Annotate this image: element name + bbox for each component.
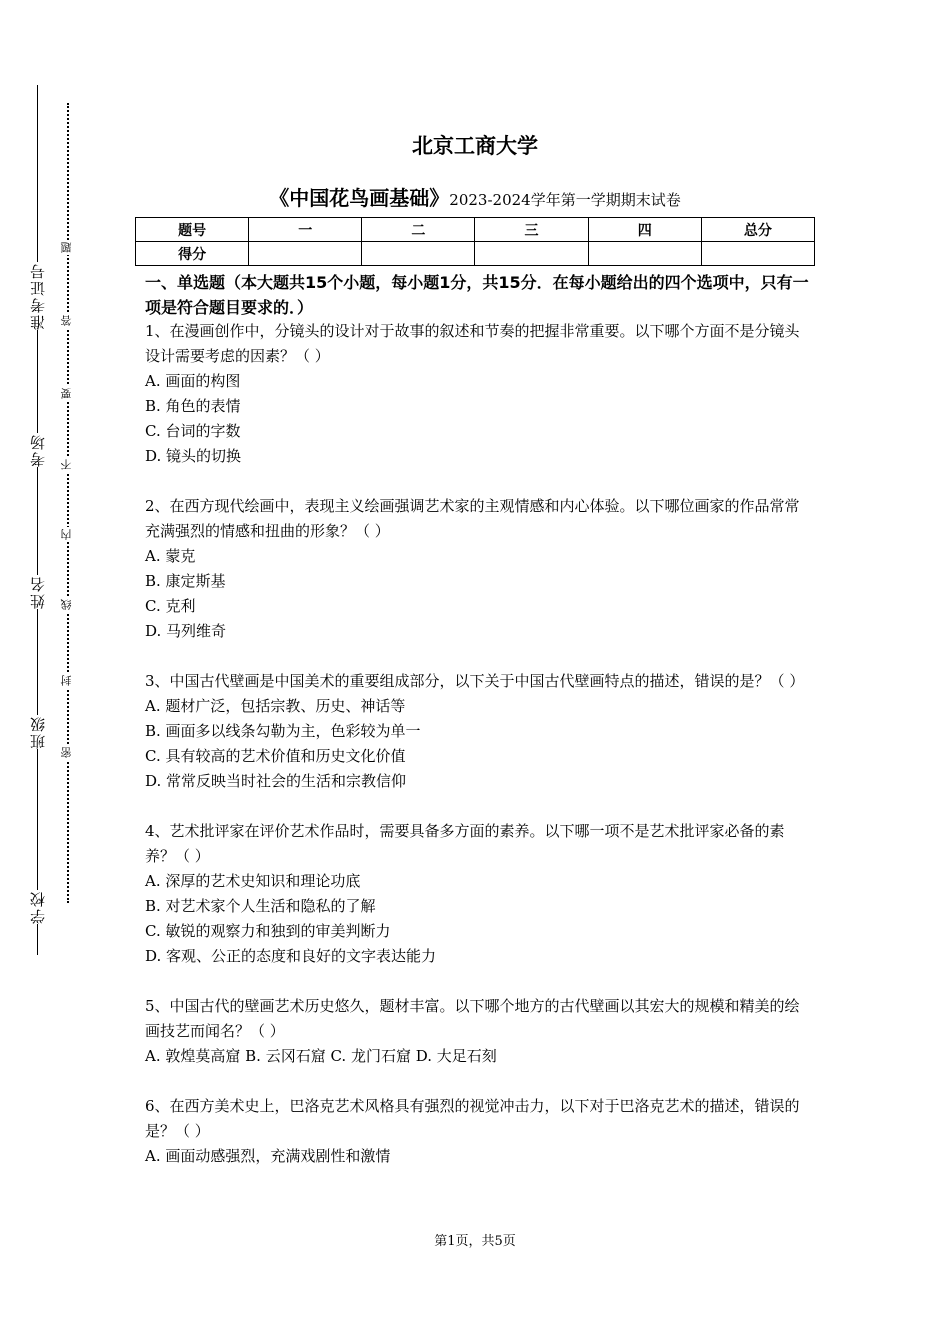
- exam-title: [145, 182, 805, 211]
- score-row-label: 得分: [136, 242, 249, 266]
- question-option: D. 镜头的切换: [145, 447, 242, 465]
- question-item: [145, 1094, 813, 1169]
- course-name: 《中国花鸟画基础》: [269, 186, 450, 210]
- seal-char: 内: [60, 529, 73, 540]
- score-cell: [362, 242, 475, 266]
- score-cell: [588, 242, 701, 266]
- question-item: [145, 494, 813, 644]
- question-option: A. 画面的构图: [145, 372, 241, 390]
- score-table-score-row: [136, 242, 815, 266]
- question-option: B. 对艺术家个人生活和隐私的了解: [145, 897, 376, 915]
- question-list: [145, 319, 813, 1194]
- seal-char: 不: [60, 459, 73, 470]
- question-option: B. 角色的表情: [145, 397, 241, 415]
- binding-margin: [0, 0, 110, 1344]
- score-header-cell: 二: [362, 218, 475, 242]
- seal-char: 密: [60, 747, 73, 758]
- question-item: [145, 669, 813, 794]
- score-table: [135, 217, 815, 266]
- section-title: 一、单选题（本大题共15个小题，每小题1分，共15分．在每小题给出的四个选项中，只有一项是符合题目要求的．）: [145, 273, 809, 317]
- question-stem: 3、中国古代壁画是中国美术的重要组成部分，以下关于中国古代壁画特点的描述，错误的是？（ ）: [145, 672, 805, 690]
- question-stem: 2、在西方现代绘画中，表现主义绘画强调艺术家的主观情感和内心体验。以下哪位画家的作品常常充满强烈的情感和扭曲的形象？（ ）: [145, 497, 800, 540]
- question-item: [145, 994, 813, 1069]
- page-footer: 第1页，共5页: [434, 1234, 516, 1249]
- field-ticket-number-label: 准考证号: [29, 262, 47, 330]
- seal-dotted-line: [67, 103, 69, 903]
- seal-char: 线: [60, 599, 73, 610]
- question-option: B. 画面多以线条勾勒为主，色彩较为单一: [145, 722, 421, 740]
- score-table-header-row: [136, 218, 815, 242]
- question-item: [145, 319, 813, 469]
- question-item: [145, 819, 813, 969]
- question-stem: 4、艺术批评家在评价艺术作品时，需要具备多方面的素养。以下哪一项不是艺术批评家必备的素养？（ ）: [145, 822, 785, 865]
- question-option: D. 马列维奇: [145, 622, 227, 640]
- binding-solid-line: [37, 85, 38, 955]
- score-header-cell: 题号: [136, 218, 249, 242]
- seal-char: 答: [60, 315, 73, 326]
- question-option: D. 常常反映当时社会的生活和宗教信仰: [145, 772, 407, 790]
- question-stem: 5、中国古代的壁画艺术历史悠久，题材丰富。以下哪个地方的古代壁画以其宏大的规模和精美的绘画技艺而闻名？（ ）: [145, 997, 800, 1040]
- question-option: C. 台词的字数: [145, 422, 241, 440]
- score-header-cell: 总分: [701, 218, 814, 242]
- field-class-label: 班级: [29, 715, 47, 749]
- question-option: C. 敏锐的观察力和独到的审美判断力: [145, 922, 391, 940]
- field-school-label: 学校: [29, 890, 47, 924]
- question-option: D. 客观、公正的态度和良好的文字表达能力: [145, 947, 437, 965]
- question-option: A. 画面动感强烈，充满戏剧性和激情: [145, 1147, 391, 1165]
- question-option: A. 敦煌莫高窟 B. 云冈石窟 C. 龙门石窟 D. 大足石刻: [145, 1047, 497, 1065]
- score-cell: [475, 242, 588, 266]
- score-header-cell: 四: [588, 218, 701, 242]
- score-header-cell: 一: [249, 218, 362, 242]
- question-stem: 1、在漫画创作中，分镜头的设计对于故事的叙述和节奏的把握非常重要。以下哪个方面不是分镜头设计需要考虑的因素？（ ）: [145, 322, 800, 365]
- field-exam-room-label: 考场: [29, 433, 47, 467]
- question-stem: 6、在西方美术史上，巴洛克艺术风格具有强烈的视觉冲击力，以下对于巴洛克艺术的描述，错误的是？（ ）: [145, 1097, 800, 1140]
- score-cell: [701, 242, 814, 266]
- seal-char: 要: [60, 388, 73, 399]
- question-option: A. 题材广泛，包括宗教、历史、神话等: [145, 697, 406, 715]
- question-option: C. 具有较高的艺术价值和历史文化价值: [145, 747, 406, 765]
- exam-info: 2023-2024学年第一学期期末试卷: [449, 191, 681, 209]
- seal-char: 封: [60, 675, 73, 686]
- score-cell: [249, 242, 362, 266]
- question-option: B. 康定斯基: [145, 572, 226, 590]
- score-header-cell: 三: [475, 218, 588, 242]
- field-name-label: 姓名: [29, 575, 47, 609]
- question-option: C. 克利: [145, 597, 196, 615]
- seal-char: 题: [60, 242, 73, 253]
- question-option: A. 深厚的艺术史知识和理论功底: [145, 872, 361, 890]
- question-option: A. 蒙克: [145, 547, 196, 565]
- school-title: 北京工商大学: [412, 134, 538, 158]
